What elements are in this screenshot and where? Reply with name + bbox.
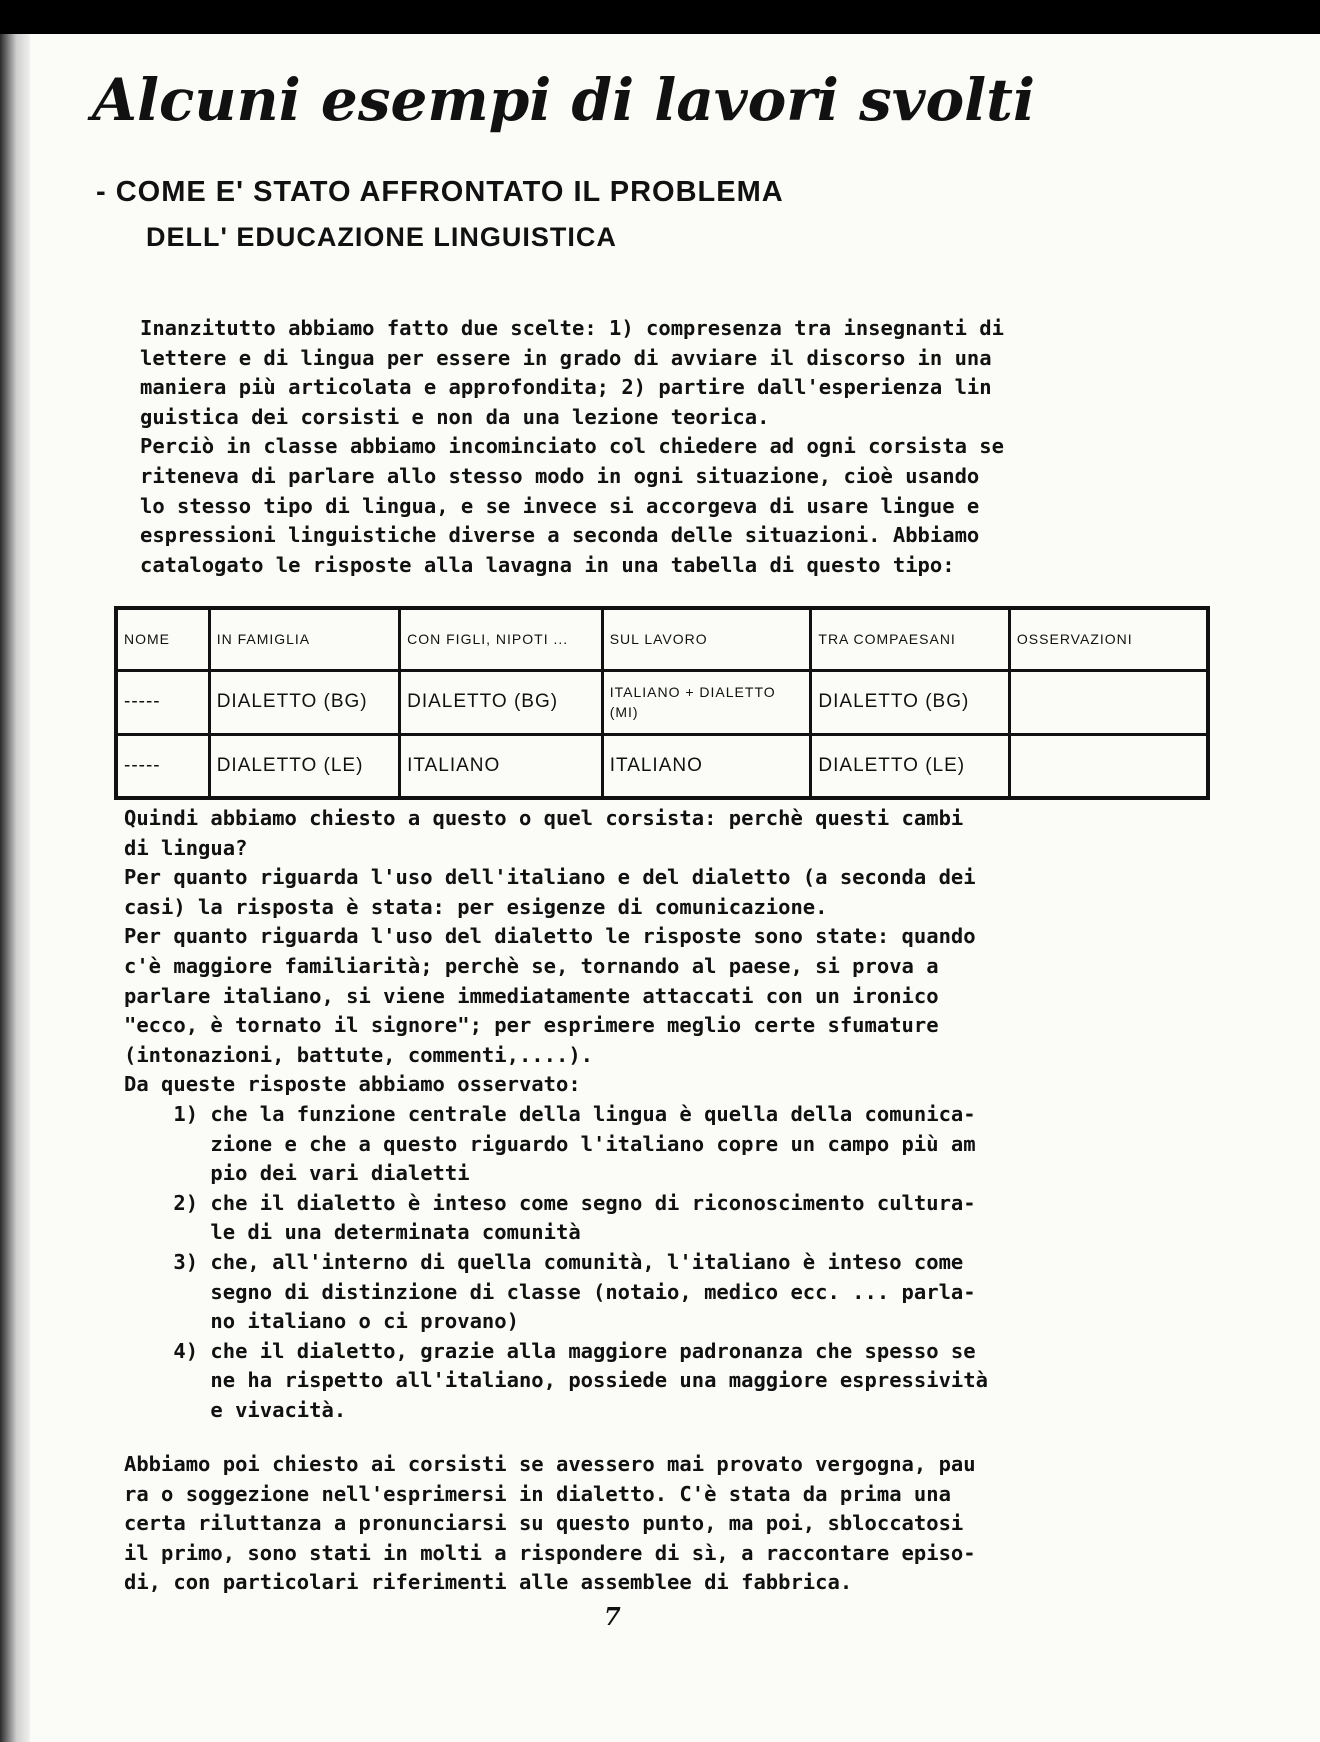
header-cell-notes: OSSERVAZIONI — [1009, 608, 1208, 670]
table-cell: DIALETTO (BG) — [400, 670, 603, 734]
table-row — [116, 734, 1208, 798]
header-cell-children: CON FIGLI, NIPOTI ... — [400, 608, 603, 670]
discussion-paragraph: Quindi abbiamo chiesto a questo o quel corsista: perchè questi cambi di lingua? Per quanto riguarda l'uso dell'italiano e del dialetto (a seconda dei casi) la risposta è stata: per esigenze di comunicazione. Per quanto riguarda l'uso del dialetto le risposte sono state: quando c'è maggiore familiarità; perchè se, tornando al paese, si prova a parlare italiano, si viene immediatamente attaccati con un ironico "ecco, è tornato il signore"; per esprimere meglio certe sfumature (intonazioni, battute, commenti,....). Da queste risposte abbiamo osservato: 1) che la funzione centrale della lingua è quella della comunica- zione e che a questo riguardo l'italiano copre un campo più am pio dei vari dialetti 2) che il dialetto è inteso come segno di riconoscimento cultura- le di una determinata comunità 3) che, all'interno di quella comunità, l'italiano è inteso come segno di distinzione di classe (notaio, medico ecc. ... parla- no italiano o ci provano) 4) che il dialetto, grazie alla maggiore padronanza che spesso se ne ha rispetto all'italiano, possiede una maggiore espressività e vivacità. — [124, 806, 988, 1422]
page-title: Alcuni esempi di lavori svolti — [92, 66, 1035, 134]
page-binding-edge — [0, 34, 30, 1742]
table-cell: DIALETTO (LE) — [811, 734, 1010, 798]
table-cell: ITALIANO + DIALETTO (MI) — [602, 670, 811, 734]
intro-paragraph: Inanzitutto abbiamo fatto due scelte: 1) compresenza tra insegnanti di lettere e di lingua per essere in grado di avviare il discorso in una maniera più articolata e approfondita; 2) partire dall'esperienza lin guistica dei corsisti e non da una lezione teorica. Perciò in classe abbiamo incominciato col chiedere ad ogni corsista se riteneva di parlare allo stesso modo in ogni situazione, cioè usando lo stesso tipo di lingua, e se invece si accorgeva di usare lingue e espressioni linguistiche diverse a seconda delle situazioni. Abbiamo catalogato le risposte alla lavagna in una tabella di questo tipo: — [140, 316, 1004, 577]
table-cell: DIALETTO (BG) — [811, 670, 1010, 734]
section-subtitle-line2: DELL' EDUCAZIONE LINGUISTICA — [146, 222, 617, 252]
table-cell — [1009, 670, 1208, 734]
page-number: 7 — [604, 1602, 621, 1631]
section-subtitle-line1: - COME E' STATO AFFRONTATO IL PROBLEMA — [96, 176, 784, 208]
table-cell: DIALETTO (LE) — [209, 734, 399, 798]
header-cell-name: NOME — [116, 608, 209, 670]
table-cell: ITALIANO — [400, 734, 603, 798]
table-header-row — [116, 608, 1208, 670]
header-cell-family: IN FAMIGLIA — [209, 608, 399, 670]
table-cell: ----- — [116, 734, 209, 798]
table-cell: ITALIANO — [602, 734, 811, 798]
table-cell: DIALETTO (BG) — [209, 670, 399, 734]
table-cell: ----- — [116, 670, 209, 734]
table-row — [116, 670, 1208, 734]
header-cell-villagers: TRA COMPAESANI — [811, 608, 1010, 670]
document-page — [30, 34, 1320, 1742]
closing-paragraph: Abbiamo poi chiesto ai corsisti se avessero mai provato vergogna, pau ra o soggezione nell'esprimersi in dialetto. C'è stata da prima una certa riluttanza a pronunciarsi su questo punto, ma poi, sbloccatosi il primo, sono stati in molti a rispondere di sì, a raccontare episo- di, con particolari riferimenti alle assemblee di fabbrica. — [124, 1452, 976, 1595]
header-cell-work: SUL LAVORO — [602, 608, 811, 670]
survey-table — [114, 606, 1210, 800]
table-cell — [1009, 734, 1208, 798]
